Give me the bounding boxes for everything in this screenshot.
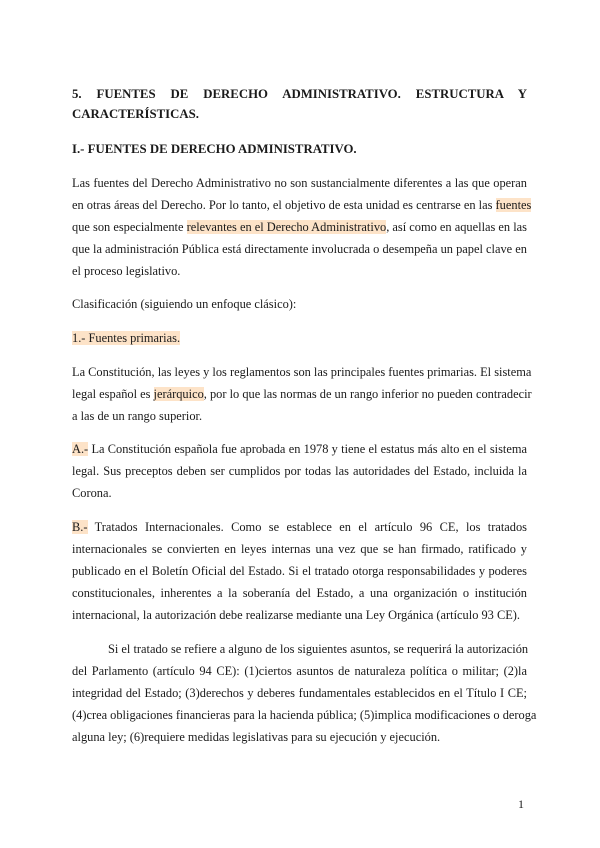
page-number: 1 (518, 797, 524, 811)
paragraph-b-line: publicado en el Boletín Oficial del Estado. Si el tratado otorga responsabilidades y poderes (72, 564, 527, 578)
paragraph-2-line: legal español es jerárquico, por lo que las normas de un rango inferior no pueden contradecir (72, 387, 532, 401)
paragraph-a-line: Corona. (72, 486, 112, 500)
highlight: relevantes en el Derecho Administrativo (186, 220, 387, 234)
paragraph-c-line: del Parlamento (artículo 94 CE): (1)ciertos asuntos de naturaleza política o militar; (2)la (72, 664, 527, 678)
paragraph-c-line: integridad del Estado; (3)derechos y deberes fundamentales establecidos en el Título I CE; (72, 686, 527, 700)
paragraph-a-line: legal. Sus preceptos deben ser cumplidos por todas las autoridades del Estado, incluida la (72, 464, 527, 478)
primary-sources-heading: 1.- Fuentes primarias. (72, 331, 181, 345)
marker-b: B.- (72, 520, 88, 534)
marker-a: A.- (72, 442, 89, 456)
paragraph-a-line: A.- La Constitución española fue aprobada en 1978 y tiene el estatus más alto en el sistema (72, 442, 527, 456)
section-title-line-1: 5. FUENTES DE DERECHO ADMINISTRATIVO. ESTRUCTURA Y (72, 87, 527, 101)
paragraph-1-line: Las fuentes del Derecho Administrativo no son sustancialmente diferentes a las que operan (72, 176, 527, 190)
paragraph-1-line: el proceso legislativo. (72, 264, 181, 278)
paragraph-c-line: Si el tratado se refiere a alguno de los siguientes asuntos, se requerirá la autorización (108, 642, 529, 656)
paragraph-1-line: que la administración Pública está directamente involucrada o desempeña un papel clave en (72, 242, 527, 256)
classification-line: Clasificación (siguiendo un enfoque clásico): (72, 297, 297, 311)
subsection-heading: I.- FUENTES DE DERECHO ADMINISTRATIVO. (72, 142, 357, 156)
paragraph-2-line: a las de un rango superior. (72, 409, 203, 423)
paragraph-b-line: B.- Tratados Internacionales. Como se establece en el artículo 96 CE, los tratados (72, 520, 527, 534)
paragraph-b-line: internacional, la autorización debe realizarse mediante una Ley Orgánica (artículo 93 CE). (72, 608, 521, 622)
highlight: jerárquico (153, 387, 204, 401)
paragraph-b-line: internacionales se convierten en leyes internas una vez que se han firmado, ratificado y (72, 542, 527, 556)
paragraph-2-line: La Constitución, las leyes y los reglamentos son las principales fuentes primarias. El sistema (72, 365, 532, 379)
paragraph-1-line: en otras áreas del Derecho. Por lo tanto, el objetivo de esta unidad es centrarse en las fuentes (72, 198, 532, 212)
paragraph-b-line: constitucionales, inherentes a la soberanía del Estado, a una organización o institución (72, 586, 527, 600)
highlight: fuentes (495, 198, 532, 212)
section-title-line-2: CARACTERÍSTICAS. (72, 107, 199, 121)
paragraph-c-line: (4)crea obligaciones financieras para la hacienda pública; (5)implica modificaciones o deroga (72, 708, 537, 722)
paragraph-c-line: alguna ley; (6)requiere medidas legislativas para su ejecución y ejecución. (72, 730, 441, 744)
paragraph-1-line: que son especialmente relevantes en el Derecho Administrativo, así como en aquellas en las (72, 220, 528, 234)
